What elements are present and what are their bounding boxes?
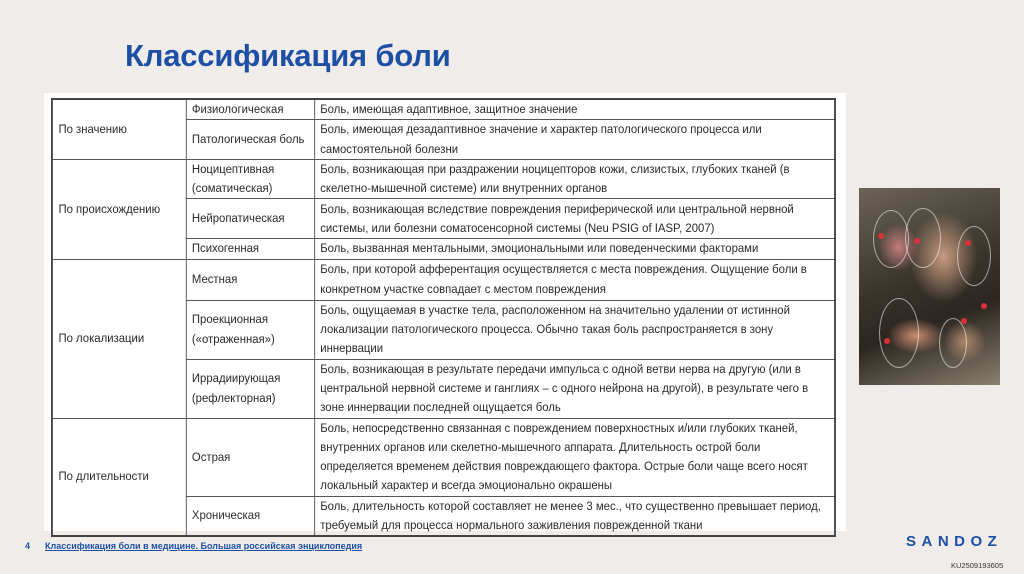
pain-point-icon <box>878 233 884 239</box>
group-cell: По значению <box>52 99 186 159</box>
pain-point-icon <box>961 318 967 324</box>
type-cell: Нейропатическая <box>186 199 314 239</box>
table-row <box>52 159 835 199</box>
desc-cell: Боль, вызванная ментальными, эмоциональными или поведенческими факторами <box>314 239 835 259</box>
group-cell: По длительности <box>52 418 186 536</box>
type-cell: Хроническая <box>186 496 314 536</box>
group-cell: По происхождению <box>52 159 186 259</box>
slide-title: Классификация боли <box>125 38 451 73</box>
type-cell: Проекционная («отраженная») <box>186 300 314 359</box>
table-row <box>52 99 835 120</box>
brand-logo: SANDOZ <box>906 533 1003 550</box>
table-row <box>52 259 835 300</box>
pain-point-icon <box>914 238 920 244</box>
desc-cell: Боль, длительность которой составляет не менее 3 мес., что существенно превышает период, требуемый для процесса нормального заживления поврежденной ткани <box>314 496 835 536</box>
type-cell: Физиологическая <box>186 99 314 120</box>
desc-cell: Боль, возникающая в результате передачи импульса с одной ветви нерва на другую (или в центральной нервной системе и ганглиях – с одного нейрона на другой), в результате чего в зоне иннервации последней ощущается боль <box>314 359 835 418</box>
desc-cell: Боль, при которой афферентация осуществляется с места повреждения. Ощущение боли в конкретном участке совпадает с местом повреждения <box>314 259 835 300</box>
desc-cell: Боль, непосредственно связанная с повреждением поверхностных и/или глубоких тканей, внутренних органов или скелетно-мышечного аппарата. Длительность острой боли определяется временем действия повреждающего фактора. Острые боли чаще всего носят локальный характер и всегда эмоционально окрашены <box>314 418 835 496</box>
type-cell: Ноцицептивная (соматическая) <box>186 159 314 199</box>
table-row <box>52 418 835 496</box>
source-link[interactable]: Классификация боли в медицине. Большая российская энциклопедия <box>45 541 363 551</box>
page-number: 4 <box>25 541 31 551</box>
desc-cell: Боль, возникающая вследствие повреждения периферической или центральной нервной системы, или болезни соматосенсорной системы (Neu PSIG of IASP, 2007) <box>314 199 835 239</box>
desc-cell: Боль, ощущаемая в участке тела, расположенном на значительно удалении от истинной локализации патологического процесса. Обычно такая боль распространяется в зону иннервации <box>314 300 835 359</box>
pain-classification-table <box>51 98 836 537</box>
pain-illustration-image <box>859 188 1000 385</box>
pain-point-icon <box>965 240 971 246</box>
highlight-ring <box>905 208 941 268</box>
type-cell: Острая <box>186 418 314 496</box>
highlight-ring <box>879 298 919 368</box>
document-code: KU2509193605 <box>951 561 1004 570</box>
highlight-ring <box>939 318 967 368</box>
pain-point-icon <box>884 338 890 344</box>
pain-point-icon <box>981 303 987 309</box>
highlight-ring <box>957 226 991 286</box>
desc-cell: Боль, возникающая при раздражении ноцицепторов кожи, слизистых, глубоких тканей (в скелетно-мышечной системе) или внутренних органов <box>314 159 835 199</box>
group-cell: По локализации <box>52 259 186 418</box>
type-cell: Местная <box>186 259 314 300</box>
type-cell: Иррадиирующая (рефлекторная) <box>186 359 314 418</box>
type-cell: Психогенная <box>186 239 314 259</box>
desc-cell: Боль, имеющая адаптивное, защитное значение <box>314 99 835 120</box>
desc-cell: Боль, имеющая дезадаптивное значение и характер патологического процесса или самостоятельной болезни <box>314 120 835 160</box>
highlight-ring <box>873 210 909 268</box>
type-cell: Патологическая боль <box>186 120 314 160</box>
